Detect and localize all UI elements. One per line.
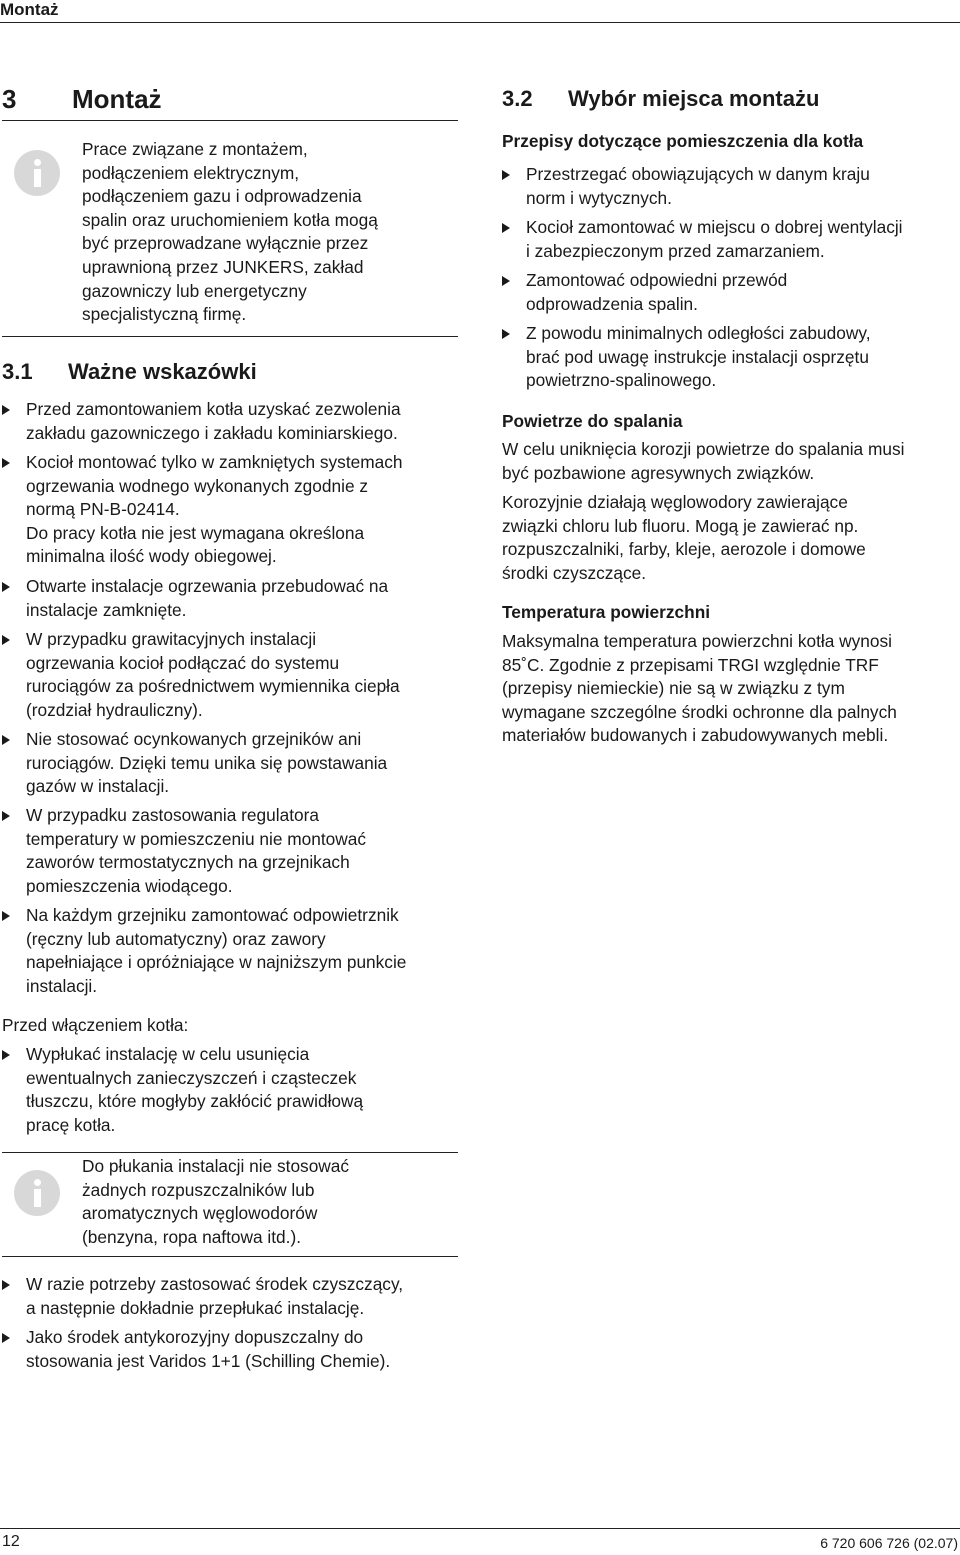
arrow-bullet-icon bbox=[2, 1280, 10, 1290]
chapter-number: 3 bbox=[2, 84, 17, 114]
section-3-1-title: Ważne wskazówki bbox=[68, 359, 257, 384]
arrow-bullet-icon bbox=[2, 735, 10, 745]
air-paragraph-1: W celu uniknięcia korozji powietrze do spalania musi być pozbawione agresywnych związków. bbox=[502, 439, 905, 483]
notice-rule-bottom bbox=[2, 1256, 458, 1257]
arrow-bullet-icon bbox=[2, 811, 10, 821]
chapter-title: Montaż bbox=[72, 84, 162, 114]
temperature-heading: Temperatura powierzchni bbox=[502, 602, 711, 622]
arrow-bullet-icon bbox=[2, 582, 10, 592]
arrow-bullet-icon bbox=[2, 1333, 10, 1343]
arrow-bullet-icon bbox=[2, 405, 10, 415]
before-start-label: Przed włączeniem kotła: bbox=[2, 1015, 189, 1035]
footer-rule bbox=[0, 1528, 960, 1529]
document-number: 6 720 606 726 (02.07) bbox=[820, 1535, 958, 1551]
section-3-1-heading bbox=[2, 359, 257, 385]
notice-rule-top bbox=[2, 120, 458, 121]
page-number: 12 bbox=[2, 1533, 20, 1550]
header-rule bbox=[0, 22, 960, 23]
air-heading: Powietrze do spalania bbox=[502, 411, 683, 431]
info-icon bbox=[14, 1170, 60, 1216]
section-3-1-number: 3.1 bbox=[2, 359, 33, 384]
section-3-2-number: 3.2 bbox=[502, 86, 533, 111]
arrow-bullet-icon bbox=[2, 1050, 10, 1060]
arrow-bullet-icon bbox=[2, 635, 10, 645]
arrow-bullet-icon bbox=[502, 170, 510, 180]
air-paragraph-2: Korozyjnie działają węglowodory zawierające związki chloru lub fluoru. Mogą je zawierać np. rozpuszczalniki, farby, kleje, aerozole i domowe środki czyszczące. bbox=[502, 492, 866, 583]
running-head: Montaż bbox=[0, 0, 59, 19]
arrow-bullet-icon bbox=[502, 276, 510, 286]
notice-rule-top bbox=[2, 1152, 458, 1153]
arrow-bullet-icon bbox=[2, 458, 10, 468]
rules-heading: Przepisy dotyczące pomieszczenia dla kotła bbox=[502, 131, 864, 151]
info-icon bbox=[14, 150, 60, 196]
section-3-2-heading bbox=[502, 86, 820, 112]
arrow-bullet-icon bbox=[502, 223, 510, 233]
notice-rule-bottom bbox=[2, 336, 458, 337]
notice-installation-text: Prace związane z montażem, podłączeniem elektrycznym, podłączeniem gazu i odprowadzenia spalin oraz uruchomieniem kotła mogą być przeprowadzane wyłącznie przez uprawnioną przez JUNKERS, zakład gazowniczy lub energetyczny specjalistyczną firmę. bbox=[82, 139, 378, 325]
arrow-bullet-icon bbox=[502, 329, 510, 339]
temperature-paragraph: Maksymalna temperatura powierzchni kotła wynosi 85˚C. Zgodnie z przepisami TRGI względnie TRF (przepisy niemieckie) nie są w związku z tym wymagane szczególne środki ochronne dla palnych materiałów budowanych i zabudowywanych mebli. bbox=[502, 631, 897, 746]
arrow-bullet-icon bbox=[2, 911, 10, 921]
notice-flushing-text: Do płukania instalacji nie stosować żadnych rozpuszczalników lub aromatycznych węglowodorów (benzyna, ropa naftowa itd.). bbox=[82, 1156, 350, 1247]
section-3-2-title: Wybór miejsca montażu bbox=[568, 86, 820, 111]
